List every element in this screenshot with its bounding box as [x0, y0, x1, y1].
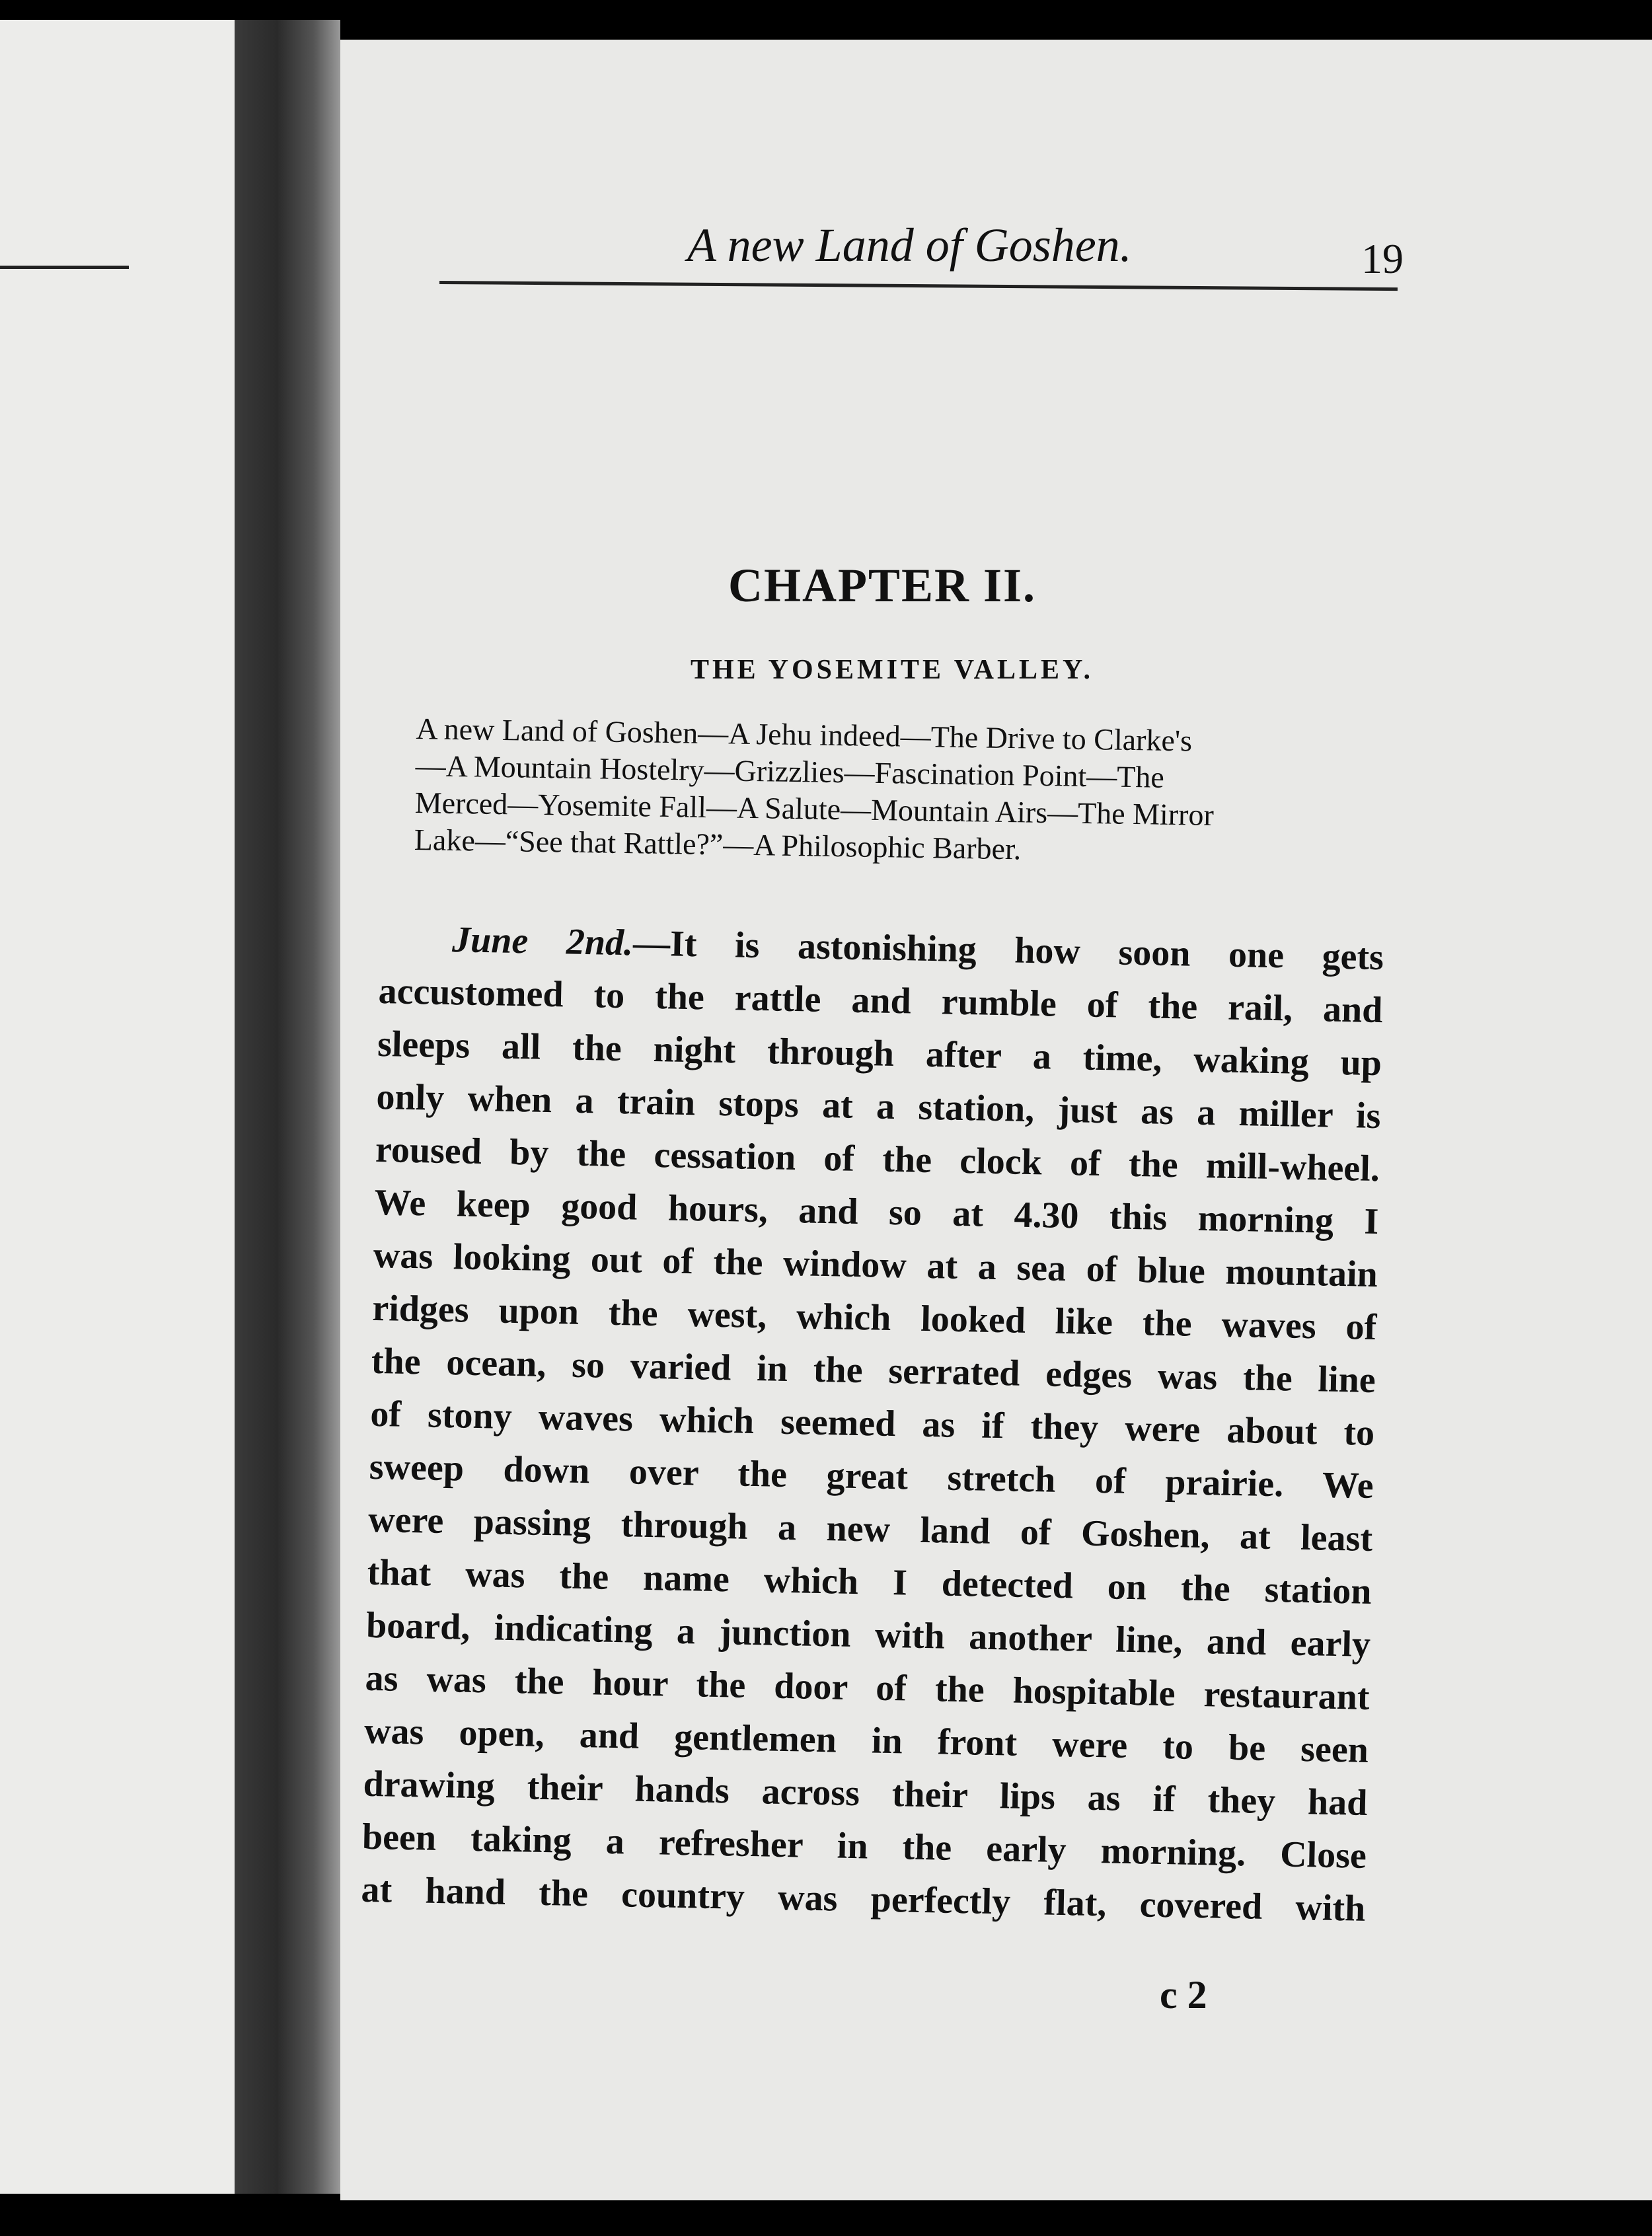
- body-text: [361, 912, 1384, 1935]
- date-label: June 2nd.: [451, 919, 634, 964]
- body-line: as was the hour the door of the hospitable restaurant: [365, 1657, 1370, 1718]
- body-line: been taking a refresher in the early morning. Close: [361, 1816, 1367, 1877]
- summary-line: —A Mountain Hostelry—Grizzlies—Fascination Point—The: [415, 748, 1165, 794]
- body-line: that was the name which I detected on the station: [367, 1551, 1372, 1612]
- first-line-rest: —It is astonishing how soon one gets: [632, 922, 1384, 979]
- body-line: only when a train stops at a station, just as a miller is: [376, 1076, 1381, 1137]
- body-line: was looking out of the window at a sea of blue mountain: [373, 1234, 1378, 1296]
- body-line: sleeps all the night through after a time, waking up: [377, 1023, 1382, 1084]
- body-line: was open, and gentlemen in front were to be seen: [363, 1710, 1369, 1771]
- signature-mark: c 2: [1160, 1973, 1207, 2017]
- body-line: drawing their hands across their lips as if they had: [363, 1763, 1368, 1824]
- body-line: board, indicating a junction with another line, and early: [365, 1604, 1371, 1665]
- body-line: of stony waves which seemed as if they were about to: [369, 1393, 1375, 1454]
- body-line: We keep good hours, and so at 4.30 this morning I: [373, 1181, 1379, 1243]
- summary-line: Lake—“See that Rattle?”—A Philosophic Barber.: [414, 822, 1022, 866]
- left-facing-page: [0, 20, 235, 2194]
- body-line: the ocean, so varied in the serrated edges was the line: [371, 1340, 1376, 1401]
- chapter-title: CHAPTER II.: [728, 559, 1037, 612]
- running-title: A new Land of Goshen.: [687, 219, 1132, 272]
- body-line: roused by the cessation of the clock of the mill-wheel.: [375, 1129, 1380, 1190]
- body-line: were passing through a new land of Goshen, at least: [367, 1499, 1373, 1560]
- left-page-rule: [0, 266, 129, 269]
- body-line: ridges upon the west, which looked like the waves of: [371, 1287, 1377, 1349]
- chapter-subtitle: THE YOSEMITE VALLEY.: [690, 655, 1094, 685]
- chapter-summary: [414, 710, 1387, 874]
- summary-line: Merced—Yosemite Fall—A Salute—Mountain Airs—The Mirror: [414, 785, 1215, 832]
- summary-line: A new Land of Goshen—A Jehu indeed—The Drive to Clarke's: [416, 711, 1193, 758]
- page-number: 19: [1361, 235, 1404, 282]
- body-line: at hand the country was perfectly flat, covered with: [360, 1869, 1366, 1929]
- book-spine-gutter: [235, 20, 340, 2194]
- body-line: sweep down over the great stretch of prairie. We: [369, 1446, 1374, 1507]
- body-line: accustomed to the rattle and rumble of the rail, and: [378, 970, 1384, 1031]
